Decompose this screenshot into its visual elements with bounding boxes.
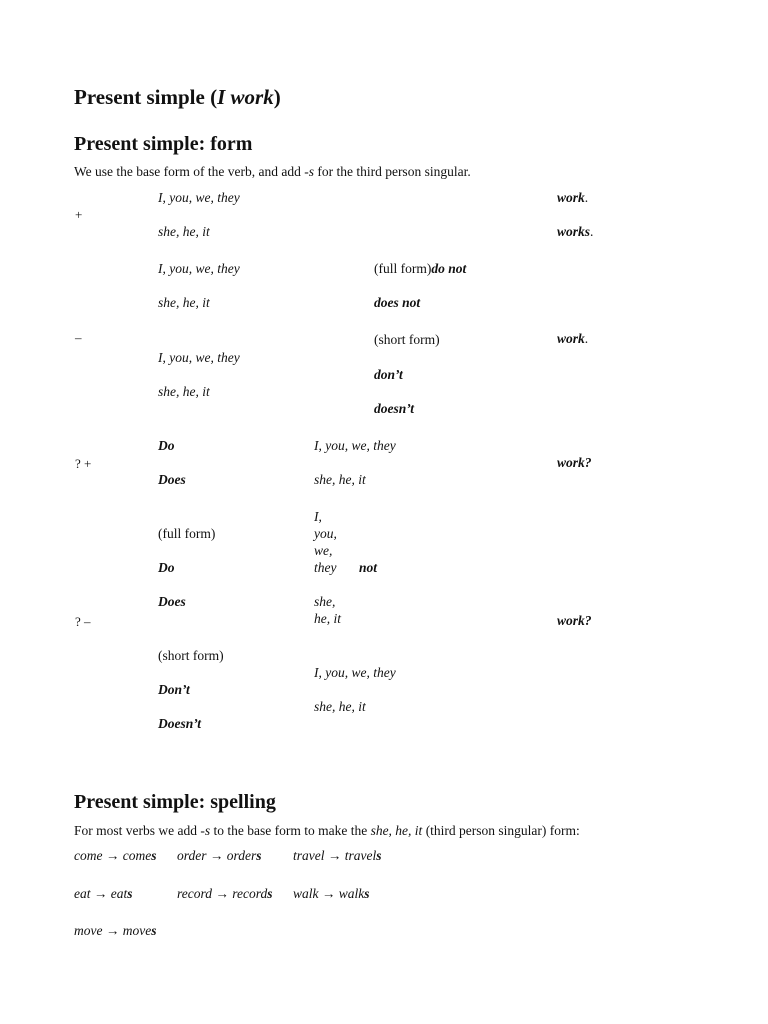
spelling-example-walk: walk → walks: [293, 886, 370, 901]
form-heading: Present simple: form: [74, 133, 253, 155]
spelling-intro: For most verbs we add -s to the base form to make the she, he, it (third person singular) form:: [74, 823, 580, 838]
negative-short-subject-plural: I, you, we, they: [158, 350, 240, 365]
spelling-example-eat: eat → eats: [74, 886, 133, 901]
spelling-example-travel: travel → travels: [293, 848, 382, 863]
positive-subject-plural: I, you, we, they: [158, 190, 240, 205]
qneg-subject-you: you,: [314, 526, 337, 541]
arrow-icon: →: [105, 848, 120, 863]
arrow-icon: →: [215, 886, 229, 901]
negative-sign: –: [75, 330, 82, 345]
arrow-icon: →: [327, 848, 342, 863]
arrow-icon: →: [105, 923, 120, 938]
arrow-icon: →: [209, 848, 224, 863]
negative-full-subject-singular: she, he, it: [158, 295, 210, 310]
qneg-subject-she: she,: [314, 594, 336, 609]
negative-short-form-label: (short form): [374, 332, 440, 347]
question-subject-singular: she, he, it: [314, 472, 366, 487]
question-negative-verb: work?: [557, 613, 592, 628]
positive-sign: +: [75, 207, 83, 222]
question-positive-sign: ? +: [75, 456, 92, 471]
qneg-subject-they: they: [314, 560, 337, 575]
negative-full-subject-plural: I, you, we, they: [158, 261, 240, 276]
negative-short-subject-singular: she, he, it: [158, 384, 210, 399]
qneg-not: not: [359, 560, 378, 575]
negative-full-form: (full form)do not: [374, 261, 467, 276]
arrow-icon: →: [93, 886, 108, 901]
spelling-example-record: record → records: [177, 886, 273, 901]
positive-verb-s: works.: [557, 224, 594, 239]
negative-verb: work.: [557, 331, 589, 346]
qneg-full-form-label: (full form): [158, 526, 216, 541]
negative-short-aux-plural: don’t: [374, 367, 403, 382]
qneg-short-subject-plural: I, you, we, they: [314, 665, 396, 680]
qneg-short-form-label: (short form): [158, 648, 224, 663]
qneg-full-aux-do: Do: [158, 560, 175, 575]
spelling-example-order: order → orders: [177, 848, 262, 863]
qneg-short-aux-doesnt: Doesn’t: [158, 716, 201, 731]
form-intro: We use the base form of the verb, and add -s for the third person singular.: [74, 164, 471, 179]
question-subject-plural: I, you, we, they: [314, 438, 396, 453]
negative-short-aux-singular: doesn’t: [374, 401, 414, 416]
qneg-subject-he-it: he, it: [314, 611, 341, 626]
qneg-full-aux-does: Does: [158, 594, 186, 609]
positive-subject-singular: she, he, it: [158, 224, 210, 239]
qneg-subject-we: we,: [314, 543, 333, 558]
question-negative-sign: ? –: [75, 614, 91, 629]
arrow-icon: →: [321, 886, 336, 901]
question-positive-verb: work?: [557, 455, 592, 470]
qneg-short-subject-singular: she, he, it: [314, 699, 366, 714]
positive-verb-base: work.: [557, 190, 589, 205]
qneg-short-aux-dont: Don’t: [158, 682, 190, 697]
qneg-subject-i: I,: [314, 509, 322, 524]
question-aux-do: Do: [158, 438, 175, 453]
spelling-example-move: move → moves: [74, 923, 157, 938]
page-title: Present simple (I work): [74, 85, 281, 109]
negative-full-aux-singular: does not: [374, 295, 421, 310]
question-aux-does: Does: [158, 472, 186, 487]
spelling-heading: Present simple: spelling: [74, 791, 276, 813]
spelling-example-come: come → comes: [74, 848, 157, 863]
